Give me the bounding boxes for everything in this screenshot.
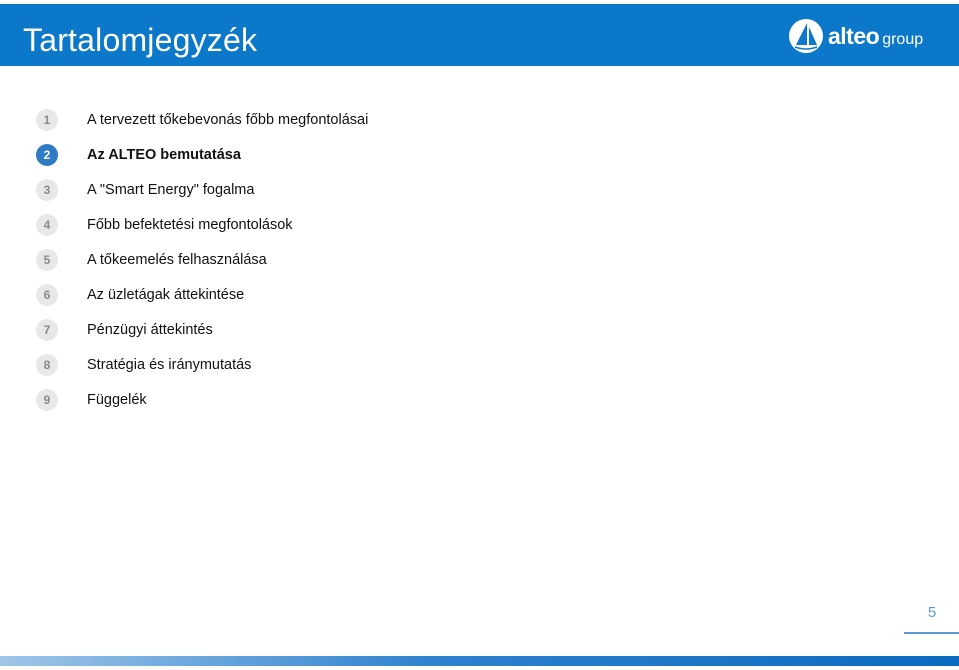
toc-number-badge-active: 2 [36, 144, 58, 166]
footer-gradient-bar [0, 656, 959, 666]
alteo-group-logo [788, 18, 923, 54]
toc-number-badge: 8 [36, 354, 58, 376]
header-bar [0, 4, 959, 66]
toc-item-label-active: Az ALTEO bemutatása [87, 147, 241, 163]
toc-item-label: Függelék [87, 392, 147, 408]
toc-number-badge: 9 [36, 389, 58, 411]
alteo-sail-logo-icon [788, 18, 824, 54]
toc-number-badge: 6 [36, 284, 58, 306]
toc-item-2[interactable] [36, 144, 636, 166]
toc-item-7[interactable] [36, 319, 636, 341]
toc-item-9[interactable] [36, 389, 636, 411]
toc-number-badge: 4 [36, 214, 58, 236]
toc-item-5[interactable] [36, 249, 636, 271]
logo-word: alteo [828, 22, 880, 49]
logo-group: group [882, 30, 924, 48]
page-number: 5 [927, 604, 937, 621]
toc-item-8[interactable] [36, 354, 636, 376]
page-number-underline [904, 632, 959, 634]
toc-item-label: A tervezett tőkebevonás főbb megfontolásai [87, 112, 369, 128]
toc-item-label: Az üzletágak áttekintése [87, 287, 245, 303]
toc-item-label: A tőkeemelés felhasználása [87, 252, 267, 268]
toc-number-badge: 5 [36, 249, 58, 271]
toc-item-label: Főbb befektetési megfontolások [87, 217, 293, 233]
toc-item-3[interactable] [36, 179, 636, 201]
toc-item-1[interactable] [36, 109, 636, 131]
toc-number-badge: 3 [36, 179, 58, 201]
toc-item-6[interactable] [36, 284, 636, 306]
toc-item-label: Stratégia és iránymutatás [87, 357, 252, 373]
toc-item-label: Pénzügyi áttekintés [87, 322, 213, 338]
page-title: Tartalomjegyzék [23, 22, 258, 58]
toc-item-label: A "Smart Energy" fogalma [87, 182, 255, 198]
toc-item-4[interactable] [36, 214, 636, 236]
toc-number-badge: 7 [36, 319, 58, 341]
toc-number-badge: 1 [36, 109, 58, 131]
